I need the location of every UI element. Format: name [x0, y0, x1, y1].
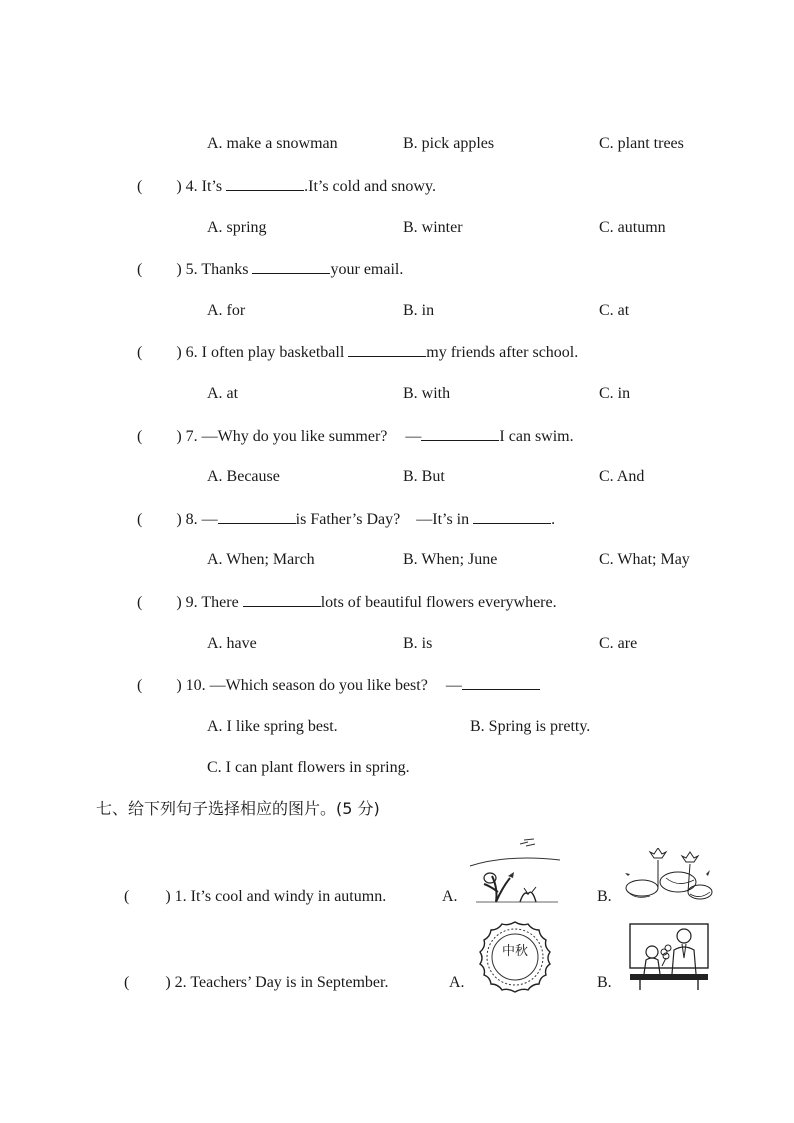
question-text: —It’s in — [416, 511, 470, 528]
q8-option-a: A. When; March — [207, 551, 315, 568]
q7-question — [137, 426, 574, 447]
q9-option-b: B. is — [403, 635, 433, 652]
q8-option-c: C. What; May — [599, 551, 690, 568]
q4-option-b: B. winter — [403, 219, 463, 236]
question-text: is Father’s Day? — [295, 511, 401, 528]
q10-option-a: A. I like spring best. — [207, 718, 338, 735]
question-text: I often play basketball — [201, 344, 345, 361]
fill-blank[interactable] — [218, 509, 296, 524]
q9-option-c: C. are — [599, 635, 638, 652]
fill-blank[interactable] — [421, 426, 499, 441]
dash: — — [405, 428, 422, 445]
question-number: 9. — [185, 594, 198, 611]
lotus-flowers-picture — [622, 848, 714, 904]
q5-option-a: A. for — [207, 302, 246, 319]
section-title: 七、给下列句子选择相应的图片。(5 分) — [96, 799, 380, 818]
question-text: Teachers’ Day is in September. — [190, 974, 389, 991]
answer-paren-close: ) — [176, 511, 182, 528]
mooncake-picture — [476, 920, 554, 994]
answer-paren-open: ( — [124, 974, 130, 991]
q10-option-b: B. Spring is pretty. — [470, 718, 591, 735]
question-number: 10. — [185, 677, 206, 694]
q3-option-a: A. make a snowman — [207, 135, 338, 152]
q7-option-c: C. And — [599, 468, 645, 485]
q10-option-c: C. I can plant flowers in spring. — [207, 759, 410, 776]
question-text: It’s cool and windy in autumn. — [190, 888, 387, 905]
s7-item-1-option-b[interactable]: B. — [597, 888, 612, 905]
q6-option-a: A. at — [207, 385, 239, 402]
dash: — — [445, 677, 462, 694]
answer-paren-close: ) — [176, 594, 182, 611]
question-number: 8. — [185, 511, 198, 528]
q5-option-b: B. in — [403, 302, 435, 319]
fill-blank[interactable] — [473, 509, 551, 524]
s7-item-1-option-a[interactable]: A. — [442, 888, 458, 905]
question-text: .It’s cold and snowy. — [304, 178, 436, 195]
fill-blank[interactable] — [252, 259, 330, 274]
question-text: my friends after school. — [426, 344, 579, 361]
answer-paren-open: ( — [124, 888, 130, 905]
question-text: . — [551, 511, 556, 528]
s7-item-2 — [124, 973, 388, 993]
q6-option-b: B. with — [403, 385, 451, 402]
question-number: 5. — [185, 261, 198, 278]
q6-question — [137, 342, 578, 363]
s7-item-1 — [124, 887, 386, 907]
question-number: 1. — [174, 888, 187, 905]
q7-option-b: B. But — [403, 468, 445, 485]
answer-paren-open: ( — [137, 511, 143, 528]
answer-paren-close: ) — [176, 178, 182, 195]
question-text: lots of beautiful flowers everywhere. — [320, 594, 557, 611]
q3-option-b: B. pick apples — [403, 135, 495, 152]
s7-item-2-option-b[interactable]: B. — [597, 974, 612, 991]
question-text: It’s — [201, 178, 223, 195]
question-number: 4. — [185, 178, 198, 195]
answer-paren-close: ) — [176, 677, 182, 694]
q8-question — [137, 509, 555, 530]
question-number: 6. — [185, 344, 198, 361]
answer-paren-open: ( — [137, 428, 143, 445]
answer-paren-close: ) — [176, 261, 182, 278]
fill-blank[interactable] — [348, 342, 426, 357]
question-text: —Why do you like summer? — [201, 428, 388, 445]
s7-item-2-option-a[interactable]: A. — [449, 974, 465, 991]
q6-option-c: C. in — [599, 385, 631, 402]
q4-question — [137, 176, 436, 197]
q9-option-a: A. have — [207, 635, 257, 652]
mooncake-text: 中秋 — [501, 944, 529, 959]
autumn-tree-picture — [468, 832, 562, 904]
q4-option-a: A. spring — [207, 219, 267, 236]
q9-question — [137, 592, 557, 613]
fill-blank[interactable] — [226, 176, 304, 191]
question-text: —Which season do you like best? — [209, 677, 428, 694]
question-text: I can swim. — [499, 428, 574, 445]
question-text: your email. — [330, 261, 404, 278]
question-text: There — [201, 594, 239, 611]
q5-option-c: C. at — [599, 302, 630, 319]
answer-paren-close: ) — [176, 344, 182, 361]
q4-option-c: C. autumn — [599, 219, 666, 236]
answer-paren-close: ) — [165, 888, 171, 905]
answer-paren-open: ( — [137, 261, 143, 278]
answer-paren-close: ) — [176, 428, 182, 445]
answer-paren-open: ( — [137, 344, 143, 361]
q8-option-b: B. When; June — [403, 551, 498, 568]
q10-question — [137, 675, 540, 696]
answer-paren-close: ) — [165, 974, 171, 991]
answer-paren-open: ( — [137, 594, 143, 611]
q7-option-a: A. Because — [207, 468, 280, 485]
answer-paren-open: ( — [137, 677, 143, 694]
question-number: 7. — [185, 428, 198, 445]
teachers-day-picture — [628, 922, 710, 992]
q5-question — [137, 259, 403, 280]
question-text: Thanks — [201, 261, 249, 278]
fill-blank[interactable] — [243, 592, 321, 607]
question-number: 2. — [174, 974, 187, 991]
dash: — — [201, 511, 218, 528]
q3-option-c: C. plant trees — [599, 135, 684, 152]
fill-blank[interactable] — [462, 675, 540, 690]
answer-paren-open: ( — [137, 178, 143, 195]
